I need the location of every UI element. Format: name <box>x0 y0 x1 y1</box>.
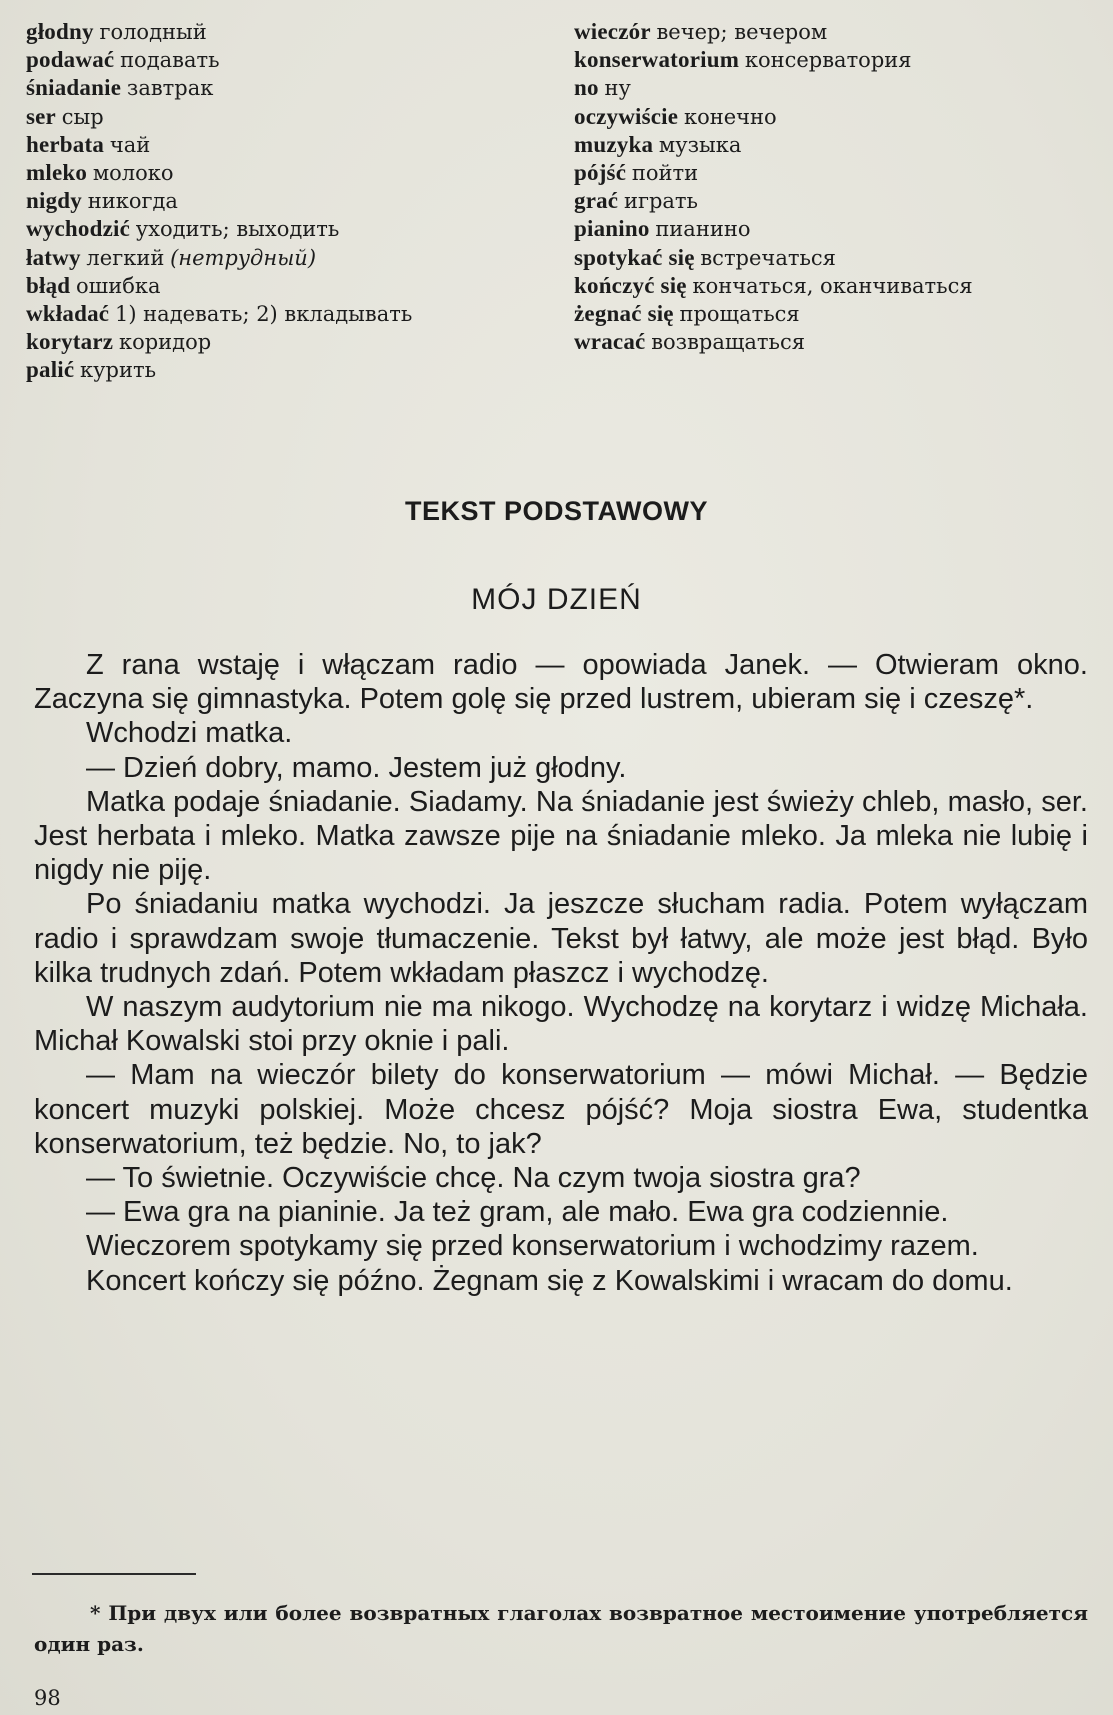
vocabulary-entry <box>26 187 574 215</box>
russian-translation: ошибка <box>76 273 161 298</box>
polish-word: korytarz <box>26 329 114 355</box>
vocabulary-entry <box>26 103 574 131</box>
polish-word: żegnać się <box>574 301 674 327</box>
russian-translation: подавать <box>120 48 220 73</box>
text-title: MÓJ DZIEŃ <box>471 583 642 616</box>
polish-word: błąd <box>26 272 71 298</box>
paragraph: Wieczorem spotykamy się przed konserwatorium i wchodzimy razem. <box>86 1230 979 1263</box>
polish-word: wieczór <box>574 19 651 44</box>
polish-word: wkładać <box>26 301 110 327</box>
vocabulary-entry <box>26 272 574 300</box>
paragraph: Wchodzi matka. <box>86 717 293 750</box>
polish-word: łatwy <box>26 244 81 270</box>
russian-translation: 1) надевать; 2) вкладывать <box>114 302 413 327</box>
translation-note: (нетрудный) <box>170 245 317 270</box>
russian-translation: кончаться, оканчиваться <box>692 273 973 298</box>
paragraph: Koncert kończy się późno. Żegnam się z Kowalskimi i wracam do domu. <box>86 1264 1013 1297</box>
polish-word: spotykać się <box>574 244 695 270</box>
vocabulary-entry <box>26 300 574 328</box>
paragraph: — To świetnie. Oczywiście chcę. Na czym twoja siostra gra? <box>86 1162 861 1195</box>
polish-word: pójść <box>574 160 627 186</box>
russian-translation: прощаться <box>679 302 800 327</box>
polish-word: śniadanie <box>26 75 122 101</box>
vocabulary-entry <box>574 46 1074 74</box>
polish-word: nigdy <box>26 188 82 214</box>
vocabulary-entry <box>574 187 1074 215</box>
russian-translation: чай <box>109 132 151 157</box>
vocabulary-entry <box>26 159 574 187</box>
russian-translation: конечно <box>683 104 777 129</box>
vocabulary-column-left <box>26 18 574 385</box>
polish-word: grać <box>574 188 619 214</box>
vocabulary-entry <box>26 46 574 74</box>
polish-word: głodny <box>26 19 94 44</box>
vocabulary-entry <box>26 131 574 159</box>
polish-word: wychodzić <box>26 216 131 242</box>
vocabulary-entry <box>574 131 1074 159</box>
polish-word: kończyć się <box>574 272 687 298</box>
vocabulary-list <box>26 18 1086 385</box>
vocabulary-entry <box>26 215 574 243</box>
paragraph: — Dzień dobry, mamo. Jestem już głodny. <box>86 751 627 784</box>
vocabulary-entry <box>26 18 574 46</box>
paragraph: Po śniadaniu matka wychodzi. Ja jeszcze słucham radia. Potem wyłączam radio i sprawdzam swoje tłumaczenie. Tekst był łatwy, ale może jest błąd. Było kilka trudnych zdań. Potem wkładam płaszcz i wychodzę. <box>34 888 1088 989</box>
vocabulary-entry <box>26 244 574 272</box>
vocabulary-entry <box>574 272 1074 300</box>
russian-translation: играть <box>623 189 698 214</box>
vocabulary-entry <box>574 159 1074 187</box>
footnote-text: * При двух или более возвратных глаголах возвратное местоимение употребляется один раз. <box>34 1601 1088 1656</box>
vocabulary-entry <box>574 103 1074 131</box>
russian-translation: курить <box>80 358 157 383</box>
polish-word: muzyka <box>574 131 654 157</box>
vocabulary-entry <box>574 244 1074 272</box>
russian-translation: сыр <box>61 104 104 129</box>
polish-word: ser <box>26 103 56 129</box>
paragraph: Matka podaje śniadanie. Siadamy. Na śniadanie jest świeży chleb, masło, ser. Jest herbata i mleko. Matka zawsze pije na śniadanie mleko. Ja mleka nie lubię i nigdy nie piję. <box>34 785 1088 887</box>
polish-word: mleko <box>26 160 88 186</box>
polish-word: herbata <box>26 131 105 157</box>
polish-word: no <box>574 75 599 101</box>
polish-word: oczywiście <box>574 103 679 129</box>
vocabulary-entry <box>574 328 1074 356</box>
russian-translation: встречаться <box>700 245 836 270</box>
russian-translation: молоко <box>92 161 174 186</box>
russian-translation: коридор <box>118 330 212 355</box>
russian-translation: голодный <box>99 20 207 44</box>
paragraph: Z rana wstaję i włączam radio — opowiada Janek. — Otwieram okno. Zaczyna się gimnastyka. Potem golę się przed lustrem, ubieram się i czeszę*. <box>34 649 1088 716</box>
vocabulary-column-right <box>574 18 1074 385</box>
section-heading: TEKST PODSTAWOWY <box>405 496 708 526</box>
russian-translation: консерватория <box>744 48 912 73</box>
polish-word: wracać <box>574 329 646 355</box>
page-number: 98 <box>34 1686 61 1710</box>
vocabulary-entry <box>574 215 1074 243</box>
russian-translation: завтрак <box>126 76 214 101</box>
vocabulary-entry <box>574 300 1074 328</box>
vocabulary-entry <box>574 18 1074 46</box>
russian-translation: уходить; выходить <box>135 217 340 242</box>
russian-translation: пойти <box>631 161 699 186</box>
vocabulary-entry <box>26 328 574 356</box>
footnote-divider <box>32 1573 196 1575</box>
footnote <box>34 1598 1088 1660</box>
vocabulary-entry <box>26 356 574 384</box>
vocabulary-entry <box>26 74 574 102</box>
paragraph: — Ewa gra na pianinie. Ja też gram, ale mało. Ewa gra codziennie. <box>86 1196 949 1229</box>
paragraph: W naszym audytorium nie ma nikogo. Wychodzę na korytarz i widzę Michała. Michał Kowalski stoi przy oknie i pali. <box>34 991 1088 1058</box>
vocabulary-entry <box>574 74 1074 102</box>
russian-translation: никогда <box>87 189 178 214</box>
russian-translation: пианино <box>655 217 751 242</box>
russian-translation: ну <box>604 76 631 101</box>
russian-translation: возвращаться <box>651 330 805 355</box>
polish-word: palić <box>26 357 75 383</box>
paragraph: — Mam na wieczór bilety do konserwatorium — mówi Michał. — Będzie koncert muzyki polskiej. Może chcesz pójść? Moja siostra Ewa, studentka konserwatorium, też będzie. No, to jak? <box>34 1059 1088 1160</box>
russian-translation: музыка <box>658 132 742 157</box>
main-text <box>34 648 1088 1298</box>
polish-word: podawać <box>26 47 115 73</box>
russian-translation: вечер; вечером <box>656 20 828 44</box>
russian-translation: легкий <box>86 245 165 270</box>
polish-word: konserwatorium <box>574 47 740 73</box>
polish-word: pianino <box>574 216 650 242</box>
